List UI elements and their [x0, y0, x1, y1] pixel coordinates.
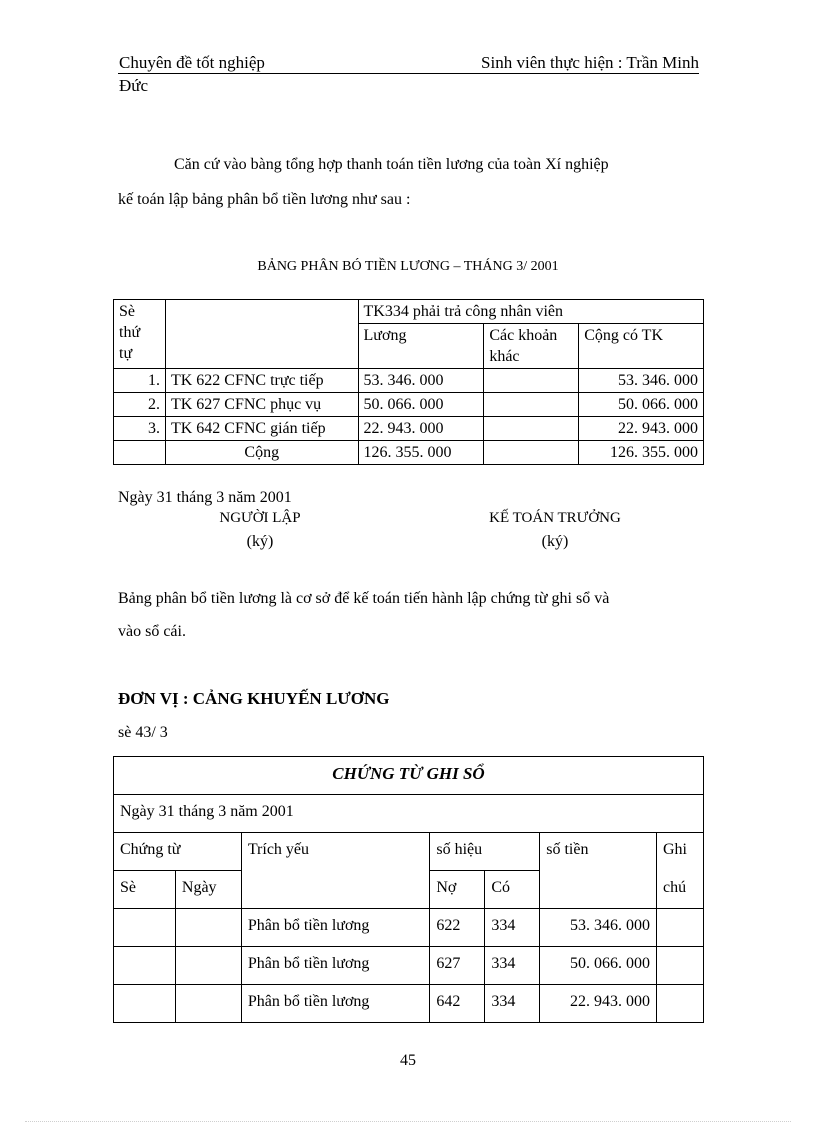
header-right: Sinh viên thực hiện : Trần Minh [481, 53, 699, 72]
h-luong: Lương [358, 324, 484, 369]
table-row: Phân bổ tiền lương 627 334 50. 066. 000 [114, 947, 704, 985]
unit-number: sè 43/ 3 [118, 724, 168, 741]
h-co: Có [485, 871, 540, 909]
h-chungtu: Chứng từ [114, 833, 242, 871]
voucher-date: Ngày 31 tháng 3 năm 2001 [114, 795, 704, 833]
salary-allocation-table [113, 299, 704, 465]
sign-right-sub: (ký) [541, 533, 569, 550]
para2-line-1: Bảng phân bổ tiền lương là cơ sở để kế toán tiến hành lập chứng từ ghi sổ và [118, 590, 610, 607]
header-wrap: Đức [119, 76, 149, 95]
h-trichyeu: Trích yếu [241, 833, 430, 909]
intro-line-1: Căn cứ vào bàng tổng hợp thanh toán tiền lương của toàn Xí nghiệp [174, 156, 609, 173]
header-rule [118, 73, 699, 74]
para2-line-2: vào sổ cái. [118, 623, 186, 640]
sign-left-sub: (ký) [246, 533, 274, 550]
table-row: 3. TK 642 CFNC gián tiếp 22. 943. 000 22. 943. 000 [114, 417, 704, 441]
sign-left-title: NGƯỜI LẬP [219, 510, 301, 526]
table-row: Phân bổ tiền lương 622 334 53. 346. 000 [114, 909, 704, 947]
table-row: 2. TK 627 CFNC phục vụ 50. 066. 000 50. 066. 000 [114, 393, 704, 417]
h-sotien: số tiền [540, 833, 657, 909]
sign-date: Ngày 31 tháng 3 năm 2001 [118, 489, 292, 506]
header-left: Chuyên đề tốt nghiệp [119, 53, 265, 72]
h-cong: Cộng có TK [579, 324, 704, 369]
page-number: 45 [400, 1052, 416, 1069]
h-stt: Sè thứ tự [114, 300, 166, 369]
voucher-title: CHỨNG TỪ GHI SỔ [114, 757, 704, 795]
page-edge-divider [25, 1121, 791, 1122]
h-account [165, 300, 358, 369]
h-khac: Các khoản khác [484, 324, 579, 369]
h-ngay: Ngày [175, 871, 241, 909]
voucher-table [113, 756, 704, 1023]
sign-right-title: KẾ TOÁN TRƯỞNG [489, 510, 621, 526]
table-row: Phân bổ tiền lương 642 334 22. 943. 000 [114, 985, 704, 1023]
h-no: Nợ [430, 871, 485, 909]
table-row: 1. TK 622 CFNC trực tiếp 53. 346. 000 53. 346. 000 [114, 369, 704, 393]
h-chu: chú [657, 871, 704, 909]
h-so: Sè [114, 871, 176, 909]
intro-line-2: kế toán lập bảng phân bổ tiền lương như sau : [118, 191, 411, 208]
h-group: TK334 phải trả công nhân viên [358, 300, 703, 324]
h-sohieu: số hiệu [430, 833, 540, 871]
total-row: Cộng 126. 355. 000 126. 355. 000 [114, 441, 704, 465]
unit-title: ĐƠN VỊ : CẢNG KHUYẾN LƯƠNG [118, 689, 390, 708]
h-ghi: Ghi [657, 833, 704, 871]
table1-title: BẢNG PHÂN BÓ TIỀN LƯƠNG – THÁNG 3/ 2001 [257, 259, 559, 274]
